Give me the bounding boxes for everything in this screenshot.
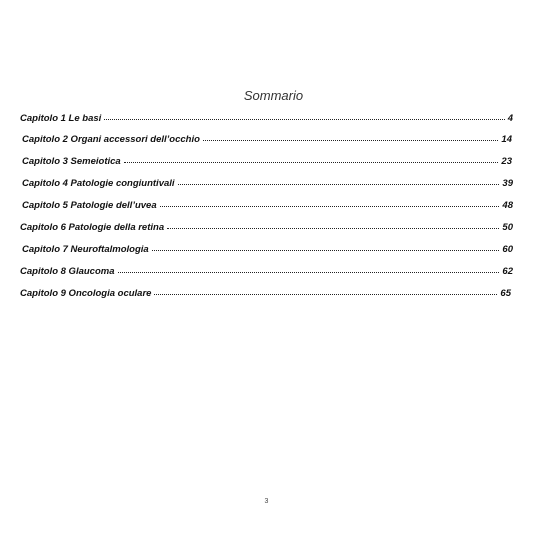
toc-entry-label: Capitolo 7 Neuroftalmologia [22,244,149,255]
toc-leader-dots [152,242,500,251]
toc-entry[interactable] [22,155,512,168]
toc-entry[interactable] [20,112,513,125]
toc-entry[interactable] [22,199,513,212]
toc-entry-page: 65 [500,288,511,299]
toc-title: Sommario [243,88,304,103]
toc-leader-dots [178,176,500,185]
toc-entry[interactable] [20,221,513,234]
toc-entry-page: 4 [507,113,513,124]
toc-entry[interactable] [22,243,513,256]
toc-entry-label: Capitolo 1 Le basi [20,113,102,124]
toc-leader-dots [160,198,500,207]
toc-leader-dots [167,220,499,229]
toc-entry-label: Capitolo 4 Patologie congiuntivali [22,178,175,189]
toc-entry-page: 23 [501,156,512,167]
toc-entry[interactable] [20,287,511,300]
toc-entry-page: 60 [502,244,513,255]
toc-leader-dots [118,264,500,273]
toc-entry[interactable] [22,177,513,190]
toc-entry-label: Capitolo 9 Oncologia oculare [20,288,152,299]
toc-entry-page: 39 [502,178,513,189]
page-number: 3 [264,498,269,505]
toc-entry-label: Capitolo 2 Organi accessori dell’occhio [22,134,200,145]
toc-leader-dots [154,286,497,295]
toc-entry-page: 62 [502,266,513,277]
toc-entry-page: 14 [501,134,512,145]
toc-entry-label: Capitolo 5 Patologie dell’uvea [22,200,157,211]
toc-entry-page: 48 [502,200,513,211]
toc-leader-dots [104,111,504,120]
toc-entry-page: 50 [502,222,513,233]
toc-entry[interactable] [20,265,513,278]
toc-leader-dots [124,154,499,163]
toc-leader-dots [203,132,499,141]
toc-entry-label: Capitolo 3 Semeiotica [22,156,121,167]
toc-entry-label: Capitolo 6 Patologie della retina [20,222,165,233]
toc-entry[interactable] [22,133,512,146]
toc-entry-label: Capitolo 8 Glaucoma [20,266,115,277]
